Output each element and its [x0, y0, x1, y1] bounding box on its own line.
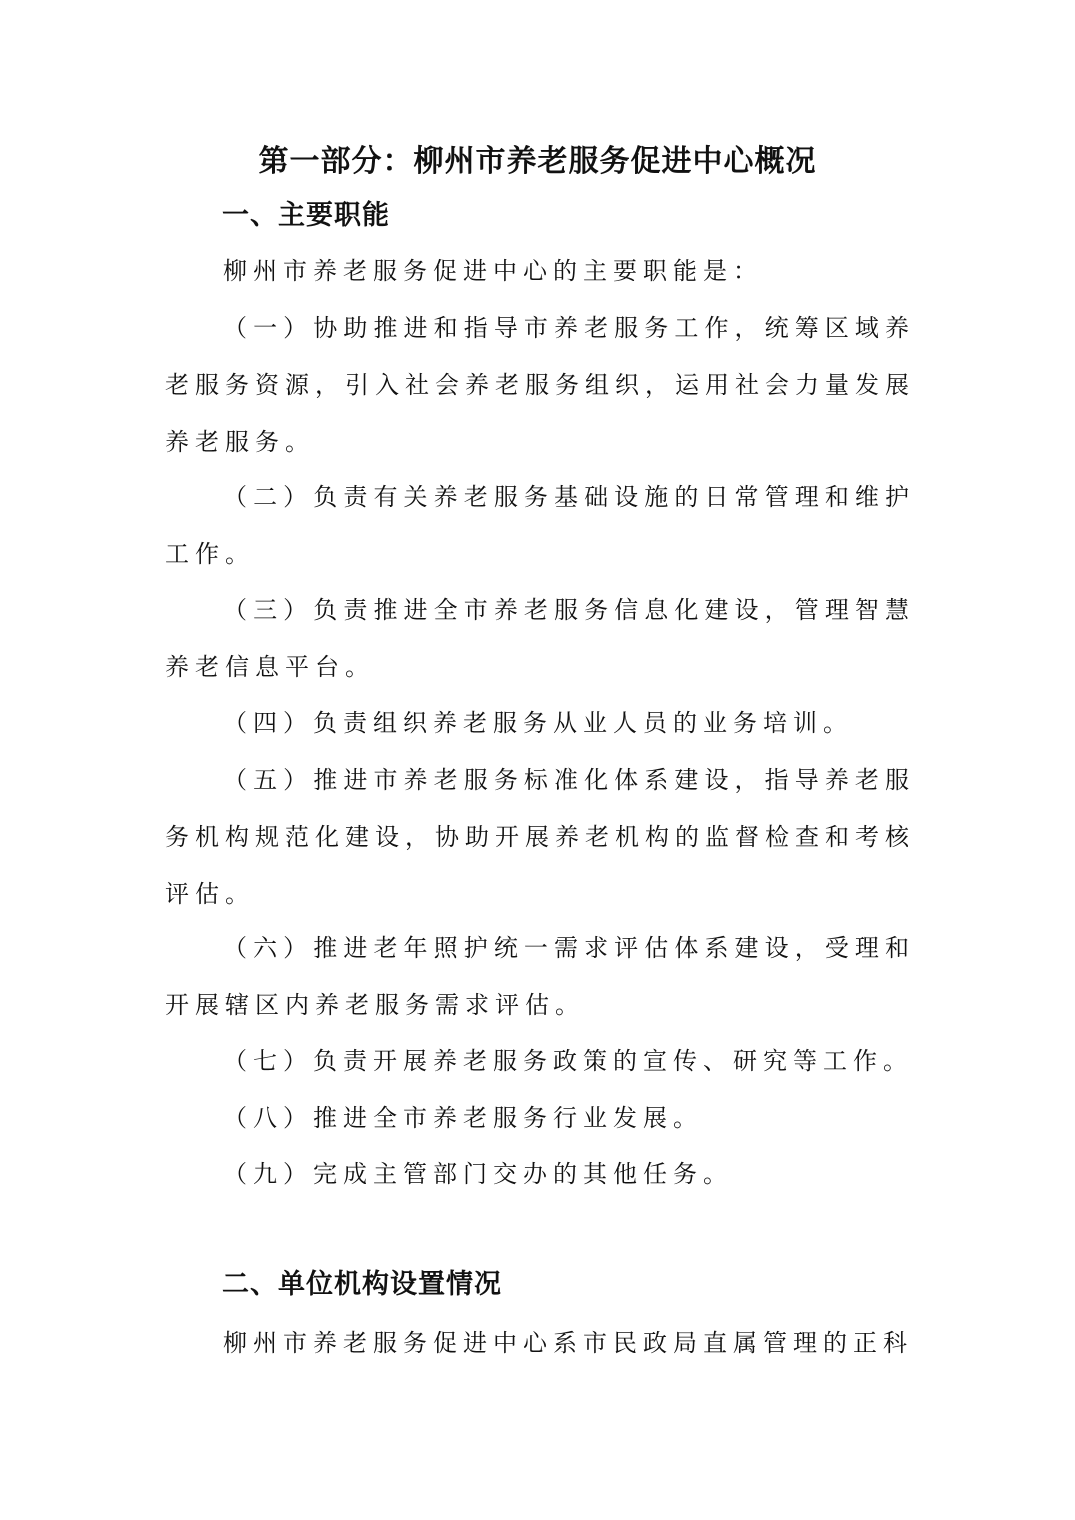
section-heading-organization: 二、单位机构设置情况	[222, 1269, 502, 1300]
paragraph: （六）推进老年照护统一需求评估体系建设，受理和开展辖区内养老服务需求评估。	[165, 934, 915, 1019]
paragraph: （九）完成主管部门交办的其他任务。	[223, 1160, 733, 1188]
paragraph: （二）负责有关养老服务基础设施的日常管理和维护工作。	[165, 483, 915, 568]
paragraph: 柳州市养老服务促进中心的主要职能是：	[223, 257, 763, 285]
paragraph: （七）负责开展养老服务政策的宣传、研究等工作。	[223, 1047, 913, 1075]
paragraph: （一）协助推进和指导市养老服务工作，统筹区域养老服务资源，引入社会养老服务组织，运用社会力量发展养老服务。	[165, 314, 915, 456]
paragraph: （五）推进市养老服务标准化体系建设，指导养老服务机构规范化建设，协助开展养老机构的监督检查和考核评估。	[165, 766, 915, 908]
paragraph: （八）推进全市养老服务行业发展。	[223, 1104, 703, 1132]
page-title: 第一部分：柳州市养老服务促进中心概况	[258, 144, 817, 179]
section-heading-main-functions: 一、主要职能	[222, 200, 390, 231]
paragraph: （四）负责组织养老服务从业人员的业务培训。	[223, 709, 853, 737]
paragraph: （三）负责推进全市养老服务信息化建设，管理智慧养老信息平台。	[165, 596, 915, 681]
paragraph: 柳州市养老服务促进中心系市民政局直属管理的正科	[223, 1329, 913, 1357]
